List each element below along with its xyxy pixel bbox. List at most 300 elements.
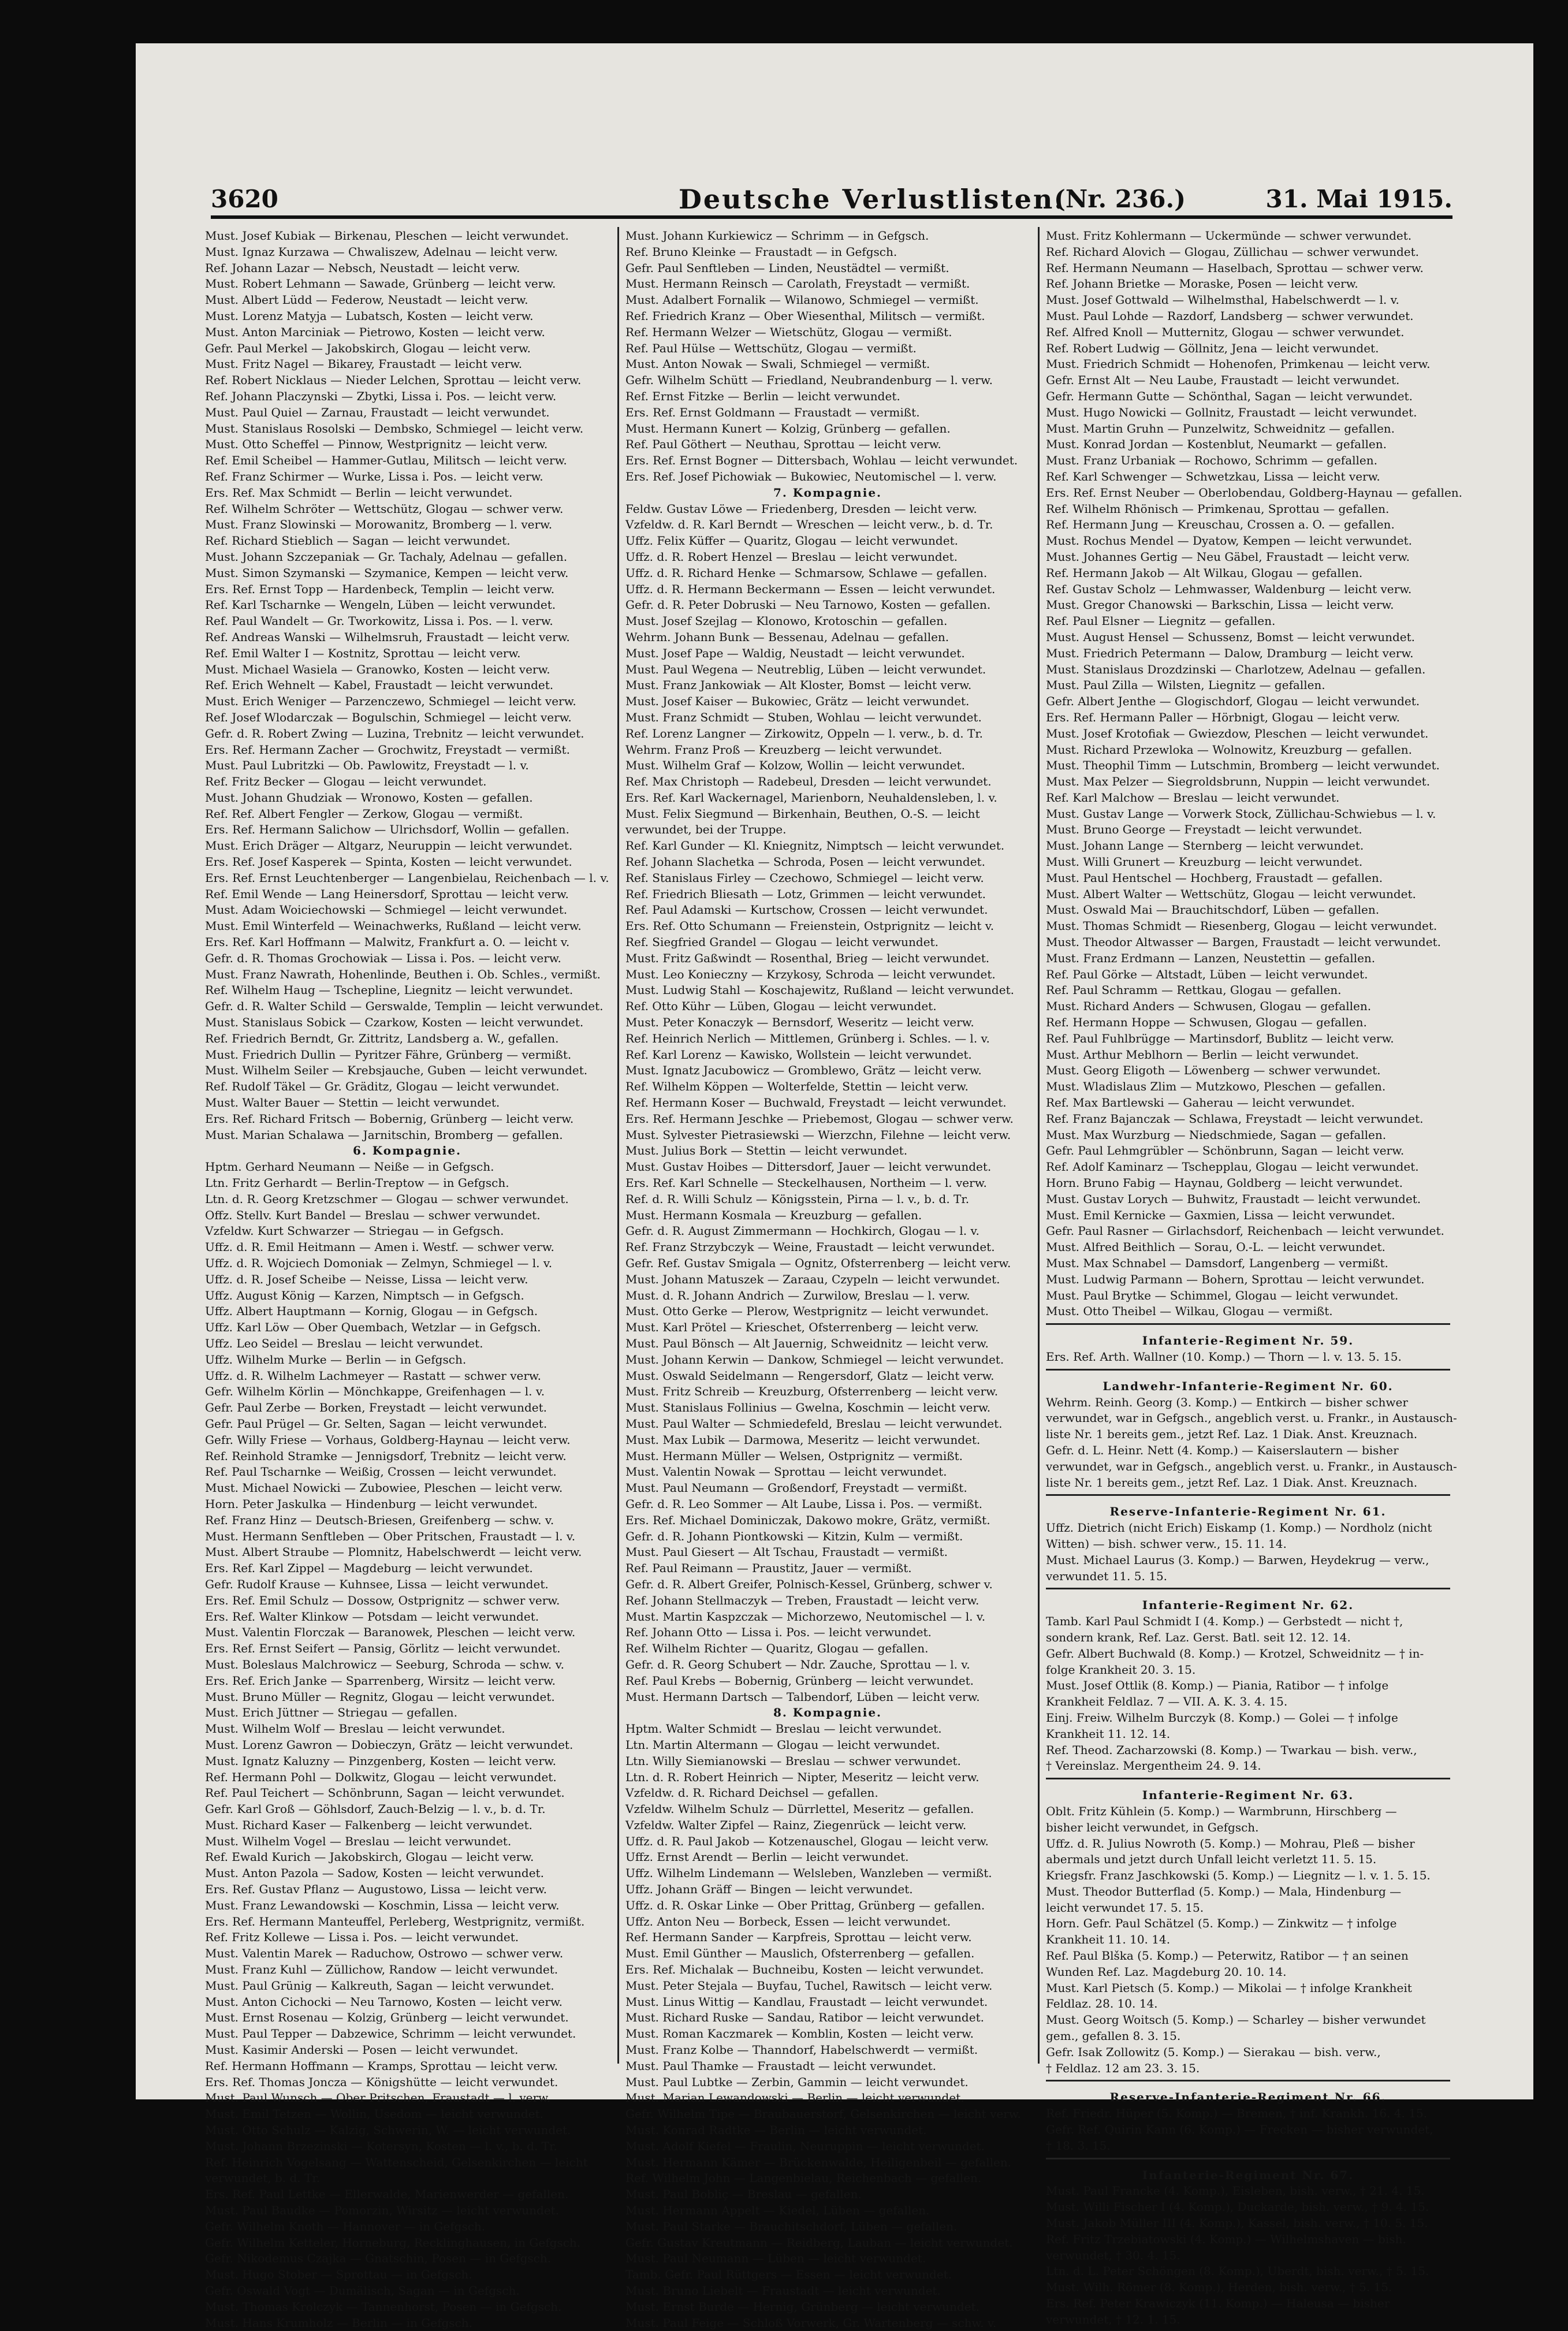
casualty-entry: Gefr. Willy Friese — Vorhaus, Goldberg-Haynau — leicht verw. bbox=[205, 1432, 571, 1447]
casualty-entry: Must. Johann Lange — Sternberg — leicht verwundet. bbox=[1046, 839, 1364, 853]
casualty-entry: Ers. Ref. Max Schmidt — Berlin — leicht verwundet. bbox=[205, 485, 513, 500]
casualty-entry: Ref. Hermann Welzer — Wietschütz, Glogau — vermißt. bbox=[625, 325, 952, 339]
casualty-entry: Must. Otto Schulz — Kalzig, Schwerin, W. — leicht verwundet. bbox=[205, 2123, 571, 2138]
casualty-entry: Must. Johann Kerwin — Dankow, Schmiegel — leicht verwundet. bbox=[625, 1352, 1004, 1366]
casualty-entry: Krankheit 11. 12. 14. bbox=[1046, 1726, 1171, 1741]
casualty-entry: Ref. Paul Krebs — Bobernig, Grünberg — leicht verwundet. bbox=[625, 1673, 974, 1688]
casualty-entry: Must. Bruno George — Freystadt — leicht verwundet. bbox=[1046, 822, 1362, 837]
casualty-entry: Must. Richard Kaser — Falkenberg — leicht verwundet. bbox=[205, 1818, 532, 1832]
casualty-entry: Gefr. Wilhelm Tipe — Braubauerstorf, Gelsenkirchen — leicht verw. bbox=[625, 2107, 1021, 2121]
casualty-entry: Ers. Ref. Ernst Topp — Hardenbeck, Templin — leicht verw. bbox=[205, 582, 555, 596]
casualty-entry: Must. Franz Jankowiak — Alt Kloster, Bomst — leicht verw. bbox=[625, 678, 972, 692]
casualty-entry: Must. Wilhelm Seiler — Krebsjauche, Guben — leicht verwundet. bbox=[205, 1063, 588, 1078]
casualty-entry: Must. Franz Urbaniak — Rochowo, Schrimm — gefallen. bbox=[1046, 453, 1378, 468]
section-rule bbox=[1046, 2158, 1450, 2168]
casualty-entry: Ref. Ewald Kurich — Jakobskirch, Glogau — leicht verw. bbox=[205, 1850, 534, 1864]
section-rule bbox=[1046, 1494, 1450, 1504]
casualty-entry: Ltn. Martin Altermann — Glogau — leicht verwundet. bbox=[625, 1737, 940, 1752]
casualty-entry: Offz. Stellv. Kurt Bandel — Breslau — schwer verwundet. bbox=[205, 1208, 541, 1222]
casualty-entry: verwundet, war in Gefgsch., angeblich verst. u. Frankr., in Austausch- bbox=[1046, 1411, 1457, 1425]
casualty-entry: Uffz. d. R. Wilhelm Lachmeyer — Rastatt — schwer verw. bbox=[205, 1368, 542, 1383]
casualty-entry: Vzfeldw. d. R. Karl Berndt — Wreschen — leicht verw., b. d. Tr. bbox=[625, 517, 993, 532]
casualty-entry: † 18. 3. 15. bbox=[1046, 2138, 1111, 2153]
casualty-entry: Must. Alfred Beithlich — Sorau, O.-L. — leicht verwundet. bbox=[1046, 1240, 1385, 1254]
casualty-entry: Must. Erich Weniger — Parzenczewo, Schmiegel — leicht verw. bbox=[205, 694, 576, 709]
casualty-entry: Ers. Ref. Ernst Bogner — Dittersbach, Wohlau — leicht verwundet. bbox=[625, 453, 1018, 468]
casualty-entry: Must. Paul Baudke — Pomorzin, Wirsitz — leicht verwundet. bbox=[205, 2203, 560, 2218]
casualty-entry: † Feldlaz. 12 am 23. 3. 15. bbox=[1046, 2061, 1200, 2075]
casualty-entry: Ref. Adolf Kaminarz — Tschepplau, Glogau — leicht verwundet. bbox=[1046, 1160, 1419, 1174]
casualty-entry: Must. Felix Siegmund — Birkenhain, Beuthen, O.-S. — leicht bbox=[625, 806, 980, 821]
page-header bbox=[211, 179, 1452, 219]
casualty-entry: Ltn. Willy Siemianowski — Breslau — schwer verwundet. bbox=[625, 1753, 961, 1768]
casualty-entry: Must. Paul Quiel — Zarnau, Fraustadt — leicht verwundet. bbox=[205, 405, 550, 419]
casualty-entry: Must. Adam Woiciechowski — Schmiegel — leicht verwundet. bbox=[205, 903, 568, 917]
casualty-entry: Must. d. R. Johann Andrich — Zurwilow, Breslau — l. verw. bbox=[625, 1288, 970, 1302]
casualty-entry: Ref. Alfred Knoll — Mutternitz, Glogau — schwer verwundet. bbox=[1046, 325, 1405, 339]
casualty-entry: Must. Emil Tetzen — Wollin, Usedom — leicht verwundet. bbox=[205, 2107, 543, 2121]
section-rule bbox=[1046, 2080, 1450, 2090]
casualty-entry: Gefr. d. R. August Zimmermann — Hochkirch, Glogau — l. v. bbox=[625, 1224, 979, 1238]
casualty-entry: Ers. Ref. Hermann Manteuffel, Perleberg, Westprignitz, vermißt. bbox=[205, 1914, 585, 1928]
casualty-entry: Must. Gustav Lange — Vorwerk Stock, Züllichau-Schwiebus — l. v. bbox=[1046, 806, 1436, 821]
casualty-entry: Gefr. d. R. Leo Sommer — Alt Laube, Lissa i. Pos. — vermißt. bbox=[625, 1496, 982, 1511]
casualty-entry: Ref. Paul Tscharnke — Weißig, Crossen — leicht verwundet. bbox=[205, 1465, 557, 1479]
section-heading: Landwehr-Infanterie-Regiment Nr. 60. bbox=[1103, 1379, 1394, 1393]
casualty-entry: Must. Rochus Mendel — Dyatow, Kempen — leicht verwundet. bbox=[1046, 534, 1412, 548]
section-rule bbox=[1046, 1588, 1450, 1598]
casualty-entry: Gefr. Wilhelm Knoth — Hannover — in Gefgsch. bbox=[205, 2219, 486, 2233]
casualty-entry: Ref. Paul Blška (5. Komp.) — Peterwitz, Ratibor — † an seinen bbox=[1046, 1949, 1409, 1963]
casualty-entry: Ref. Johann Lazar — Nebsch, Neustadt — leicht verw. bbox=[205, 260, 520, 275]
casualty-entry: Must. Friedrich Schmidt — Hohenofen, Primkenau — leicht verw. bbox=[1046, 357, 1431, 371]
column-divider bbox=[617, 227, 619, 2064]
casualty-entry: Must. Paul Tepper — Dabzewice, Schrimm — leicht verwundet. bbox=[205, 2027, 576, 2041]
casualty-entry: Must. Josef Pape — Waldig, Neustadt — leicht verwundet. bbox=[625, 646, 965, 660]
casualty-entry: Must. Ignaz Kurzawa — Chwaliszew, Adelnau — leicht verw. bbox=[205, 244, 558, 259]
casualty-entry: Ref. Robert Nicklaus — Nieder Lelchen, Sprottau — leicht verw. bbox=[205, 373, 582, 388]
casualty-entry: verwundet, † 30. 4. 15. bbox=[1046, 2248, 1180, 2262]
casualty-entry: Gefr. Paul Senftleben — Linden, Neustädtel — vermißt. bbox=[625, 260, 949, 275]
casualty-entry: Uffz. d. R. Paul Jakob — Kotzenauschel, Glogau — leicht verw. bbox=[625, 1834, 989, 1848]
casualty-entry: Uffz. d. R. Richard Henke — Schmarsow, Schlawe — gefallen. bbox=[625, 565, 988, 580]
casualty-entry: Must. Lorenz Gawron — Dobieczyn, Grätz — leicht verwundet. bbox=[205, 1737, 573, 1752]
casualty-entry: Must. Erich Dräger — Altgarz, Neuruppin — leicht verwundet. bbox=[205, 839, 573, 853]
casualty-entry: Must. Paul Feige — Schloß Vorwerk, Gr. Wartenberg — schw. v. bbox=[625, 2315, 997, 2330]
casualty-entry: Gefr. Wilhelm Ketteler, Horneburg, Recklinghausen, in Gefgsch. bbox=[205, 2235, 581, 2250]
casualty-entry: Must. Paul Bönsch — Alt Jauernig, Schweidnitz — leicht verw. bbox=[625, 1336, 989, 1350]
casualty-entry: Must. Willi Grunert — Kreuzburg — leicht verwundet. bbox=[1046, 855, 1363, 869]
casualty-entry: Ref. Paul Reimann — Praustitz, Jauer — vermißt. bbox=[625, 1561, 912, 1576]
casualty-entry: Ref. Wilhelm Haug — Tschepline, Liegnitz — leicht verwundet. bbox=[205, 983, 573, 997]
casualty-entry: Must. Oswald Seidelmann — Rengersdorf, Glatz — leicht verw. bbox=[625, 1368, 995, 1383]
casualty-entry: Ref. Karl Malchow — Breslau — leicht verwundet. bbox=[1046, 790, 1340, 805]
casualty-entry: Must. Wilhelm Graf — Kolzow, Wollin — leicht verwundet. bbox=[625, 758, 966, 773]
casualty-entry: Must. Gustav Lorych — Buhwitz, Fraustadt — leicht verwundet. bbox=[1046, 1191, 1421, 1206]
casualty-entry: Gefr. Ref. Gustav Smigala — Ognitz, Ofsterrenberg — leicht verw. bbox=[625, 1256, 1011, 1270]
casualty-entry: Must. Otto Gerke — Plerow, Westprignitz — leicht verwundet. bbox=[625, 1304, 989, 1319]
casualty-entry: Must. Josef Kubiak — Birkenau, Pleschen — leicht verwundet. bbox=[205, 229, 569, 243]
casualty-entry: Must. Paul Grünig — Kalkreuth, Sagan — leicht verwundet. bbox=[205, 1978, 554, 1993]
casualty-entry: Ltn. d. R. Georg Kretzschmer — Glogau — schwer verwundet. bbox=[205, 1191, 569, 1206]
casualty-entry: Must. Thomas Krolczyk — Tannenhorst, Posen — in Gefgsch. bbox=[205, 2299, 562, 2314]
casualty-column-3 bbox=[1046, 228, 1463, 2326]
casualty-entry: Ref. Wilhelm Köppen — Wolterfelde, Stettin — leicht verw. bbox=[625, 1079, 969, 1094]
casualty-entry: Must. Max Wurzburg — Niedschmiede, Sagan — gefallen. bbox=[1046, 1127, 1387, 1142]
casualty-entry: verwundet 11. 5. 15. bbox=[1046, 1569, 1168, 1583]
casualty-entry: Must. Karl Pietsch (5. Komp.) — Mikolai — † infolge Krankheit bbox=[1046, 1980, 1412, 1995]
casualty-entry: Must. Adolf Kiefel — Fraulin, Neuruppin — leicht verwundet. bbox=[625, 2139, 985, 2153]
casualty-entry: Uffz. Wilhelm Murke — Berlin — in Gefgsch. bbox=[205, 1352, 467, 1366]
casualty-entry: Ers. Ref. Thomas Joncza — Königshütte — leicht verwundet. bbox=[205, 2075, 558, 2089]
casualty-entry: Ref. Richard Stieblich — Sagan — leicht verwundet. bbox=[205, 534, 511, 548]
casualty-entry: Must. Fritz Nagel — Bikarey, Fraustadt — leicht verw. bbox=[205, 357, 523, 371]
casualty-entry: Ref. Hermann Koser — Buchwald, Freystadt — leicht verwundet. bbox=[625, 1096, 1007, 1110]
casualty-entry: Ers. Ref. Hermann Jeschke — Priebemost, Glogau — schwer verw. bbox=[625, 1111, 1014, 1126]
casualty-entry: verwundet, war in Gefgsch., angeblich verst. u. Frankr., in Austausch- bbox=[1046, 1459, 1457, 1473]
casualty-entry: Must. Leo Konieczny — Krzykosy, Schroda — leicht verwundet. bbox=[625, 967, 996, 981]
casualty-entry: Must. Ernst Rosenau — Kolzig, Grünberg — leicht verwundet. bbox=[205, 2010, 569, 2025]
casualty-entry: Wehrm. Reinh. Georg (3. Komp.) — Entkirch — bisher schwer bbox=[1046, 1395, 1408, 1409]
casualty-entry: Gefr. Wilhelm Schütt — Friedland, Neubrandenburg — l. verw. bbox=[625, 373, 993, 388]
casualty-entry: Ref. Franz Hinz — Deutsch-Briesen, Greifenberg — schw. v. bbox=[205, 1513, 554, 1527]
issue-date: 31. Mai 1915. bbox=[1265, 185, 1452, 213]
casualty-entry: Ref. Karl Lorenz — Kawisko, Wollstein — leicht verwundet. bbox=[625, 1047, 972, 1062]
casualty-entry: Must. Richard Przewloka — Wolnowitz, Kreuzburg — gefallen. bbox=[1046, 742, 1412, 757]
casualty-entry: Must. Roman Kaczmarek — Komblin, Kosten — leicht verw. bbox=[625, 2027, 974, 2041]
casualty-entry: Must. Hugo Stober — Sprottau — in Gefgsch. bbox=[205, 2267, 472, 2282]
casualty-entry: Ref. Paul Fuhlbrügge — Martinsdorf, Bublitz — leicht verw. bbox=[1046, 1031, 1394, 1045]
casualty-entry: Must. Emil Kernicke — Gaxmien, Lissa — leicht verwundet. bbox=[1046, 1208, 1395, 1222]
casualty-entry: Ref. Wilhelm John — Langenbielau, Reichenbach — gefallen. bbox=[625, 2171, 982, 2185]
casualty-entry: bisher leicht verwundet, in Gefgsch. bbox=[1046, 1820, 1259, 1834]
casualty-entry: Uffz. Leo Seidel — Breslau — leicht verwundet. bbox=[205, 1336, 483, 1350]
casualty-entry: Must. Johann Szczepaniak — Gr. Tachaly, Adelnau — gefallen. bbox=[205, 549, 568, 564]
casualty-entry: Must. Arthur Meblhorn — Berlin — leicht verwundet. bbox=[1046, 1047, 1359, 1062]
casualty-entry: Must. Hermann Kosmala — Kreuzburg — gefallen. bbox=[625, 1208, 922, 1222]
casualty-entry: Must. Marian Schalawa — Jarnitschin, Bromberg — gefallen. bbox=[205, 1127, 563, 1142]
casualty-entry: Ref. Paul Schramm — Rettkau, Glogau — gefallen. bbox=[1046, 983, 1342, 997]
casualty-entry: Ers. Ref. Otto Schumann — Freienstein, Ostprignitz — leicht v. bbox=[625, 919, 995, 933]
casualty-entry: Must. Johann Kurkiewicz — Schrimm — in Gefgsch. bbox=[625, 229, 929, 243]
casualty-entry: Must. Theophil Timm — Lutschmin, Bromberg — leicht verwundet. bbox=[1046, 758, 1440, 773]
casualty-entry: Must. Hans Krumholz — Berlin — in Gefgsch. bbox=[205, 2315, 472, 2330]
casualty-entry: Must. Ludwig Parmann — Bohern, Sprottau — leicht verwundet. bbox=[1046, 1272, 1425, 1286]
casualty-entry: Must. Hermann Kämer — Brückenwalde, Heiligenbeil — gefallen. bbox=[625, 2155, 1012, 2169]
casualty-entry: Uffz. d. R. Emil Heitmann — Amen i. Westf. — schwer verw. bbox=[205, 1240, 554, 1254]
casualty-entry: Must. Max Pelzer — Siegroldsbrunn, Nuppin — leicht verwundet. bbox=[1046, 774, 1431, 789]
casualty-entry: Ref. Ernst Fitzke — Berlin — leicht verwundet. bbox=[625, 389, 900, 403]
casualty-entry: Ref. Paul Adamski — Kurtschow, Crossen — leicht verwundet. bbox=[625, 903, 988, 917]
casualty-entry: Ref. Franz Schirmer — Wurke, Lissa i. Pos. — leicht verw. bbox=[205, 469, 543, 483]
casualty-entry: Ers. Ref. Arth. Wallner (10. Komp.) — Thorn — l. v. 13. 5. 15. bbox=[1046, 1349, 1402, 1364]
casualty-entry: Must. Jakob Müller III (4. Komp.), Kassel, bish. verw., † 10. 5. 15. bbox=[1046, 2216, 1428, 2231]
page-number: 3620 bbox=[211, 185, 278, 213]
casualty-entry: Uffz. d. R. Wojciech Domoniak — Zelmyn, Schmiegel — l. v. bbox=[205, 1256, 553, 1270]
casualty-entry: Ref. Richard Alovich — Glogau, Züllichau — schwer verwundet. bbox=[1046, 244, 1419, 259]
casualty-entry: Must. Josef Ottlik (8. Komp.) — Piania, Ratibor — † infolge bbox=[1046, 1678, 1389, 1693]
casualty-entry: Must. Max Schnabel — Damsdorf, Langenberg — vermißt. bbox=[1046, 1256, 1388, 1270]
casualty-entry: Ers. Ref. Hermann Zacher — Grochwitz, Freystadt — vermißt. bbox=[205, 742, 570, 757]
casualty-entry: Horn. Bruno Fabig — Haynau, Goldberg — leicht verwundet. bbox=[1046, 1176, 1403, 1190]
casualty-entry: Ref. Fritz Becker — Glogau — leicht verwundet. bbox=[205, 774, 487, 789]
casualty-entry: Wunden Ref. Laz. Magdeburg 20. 10. 14. bbox=[1046, 1964, 1287, 1979]
casualty-entry: Must. Peter Konaczyk — Bernsdorf, Weseritz — leicht verw. bbox=[625, 1015, 974, 1030]
casualty-entry: Must. Friedrich Petermann — Dalow, Dramburg — leicht verw. bbox=[1046, 646, 1414, 660]
casualty-entry: Uffz. d. R. Josef Scheibe — Neisse, Lissa — leicht verw. bbox=[205, 1272, 528, 1286]
casualty-entry: Gefr. d. R. Robert Zwing — Luzina, Trebnitz — leicht verwundet. bbox=[205, 726, 584, 740]
section-heading: 8. Kompagnie. bbox=[773, 1706, 882, 1720]
casualty-entry: Gefr. Isak Zollowitz (5. Komp.) — Sierakau — bish. verw., bbox=[1046, 2045, 1381, 2059]
casualty-entry: Uffz. Albert Hauptmann — Kornig, Glogau — in Gefgsch. bbox=[205, 1304, 538, 1319]
casualty-entry: Must. Paul Lohde — Razdorf, Landsberg — schwer verwundet. bbox=[1046, 308, 1414, 323]
casualty-entry: Must. Anton Pazola — Sadow, Kosten — leicht verwundet. bbox=[205, 1866, 544, 1881]
casualty-entry: Must. Albert Walter — Wettschütz, Glogau — leicht verwundet. bbox=[1046, 887, 1416, 901]
section-heading: Infanterie-Regiment Nr. 59. bbox=[1142, 1334, 1354, 1348]
casualty-entry: Gefr. Karl Groß — Göhlsdorf, Zauch-Belzig — l. v., b. d. Tr. bbox=[205, 1802, 546, 1816]
casualty-entry: Must. Stanislaus Follinius — Gwelna, Koschmin — leicht verw. bbox=[625, 1401, 991, 1415]
casualty-entry: Tamb. Karl Paul Schmidt I (4. Komp.) — Gerbstedt — nicht †, bbox=[1046, 1614, 1403, 1629]
casualty-entry: Must. Hermann Dartsch — Talbendorf, Lüben — leicht verw. bbox=[625, 1689, 980, 1704]
casualty-entry: Ref. Paul Elsner — Liegnitz — gefallen. bbox=[1046, 614, 1276, 628]
casualty-entry: Must. Ludwig Stahl — Koschajewitz, Rußland — leicht verwundet. bbox=[625, 983, 1014, 997]
casualty-entry: Horn. Gefr. Paul Schätzel (5. Komp.) — Zinkwitz — † infolge bbox=[1046, 1916, 1397, 1931]
casualty-entry: Vzfeldw. Kurt Schwarzer — Striegau — in Gefgsch. bbox=[205, 1224, 504, 1238]
casualty-entry: Vzfeldw. Walter Zipfel — Rainz, Ziegenrück — leicht verw. bbox=[625, 1818, 967, 1832]
casualty-entry: Feldw. Gustav Löwe — Friedenberg, Dresden — leicht verw. bbox=[625, 501, 977, 516]
casualty-entry: Ref. d. R. Willi Schulz — Königsstein, Pirna — l. v., b. d. Tr. bbox=[625, 1191, 970, 1206]
casualty-entry: Must. Gregor Chanowski — Barkschin, Lissa — leicht verw. bbox=[1046, 598, 1394, 612]
casualty-entry: Ref. Bruno Kleinke — Fraustadt — in Gefgsch. bbox=[625, 244, 897, 259]
casualty-entry: Ers. Ref. Emil Schulz — Dossow, Ostprignitz — schwer verw. bbox=[205, 1593, 560, 1607]
casualty-entry: Vzfeldw. Wilhelm Schulz — Dürrlettel, Meseritz — gefallen. bbox=[625, 1802, 974, 1816]
casualty-entry: Must. Karl Prötel — Krieschet, Ofsterrenberg — leicht verw. bbox=[625, 1320, 979, 1335]
casualty-entry: Ref. Paul Teichert — Schönbrunn, Sagan — leicht verwundet. bbox=[205, 1786, 565, 1800]
casualty-entry: Krankheit 11. 10. 14. bbox=[1046, 1932, 1171, 1947]
casualty-entry: verwundet, † 12. 1. 15. bbox=[1046, 2312, 1180, 2326]
casualty-entry: Must. Johann Brzezinski — Kotersyn, Kosten — l. v., b. d. Tr. bbox=[205, 2139, 557, 2153]
casualty-entry: Uffz. Dietrich (nicht Erich) Eiskamp (1. Komp.) — Nordholz (nicht bbox=[1046, 1521, 1432, 1535]
casualty-entry: Must. Martin Kaspzczak — Michorzewo, Neutomischel — l. v. bbox=[625, 1609, 986, 1623]
casualty-entry: Ref. Fritz Trzebiatowski (4. Komp.) — Wilhelmshaven — bish. bbox=[1046, 2232, 1406, 2246]
casualty-entry: Must. Johannes Gertig — Neu Gäbel, Fraustadt — leicht verw. bbox=[1046, 549, 1410, 564]
casualty-entry: Uffz. Wilhelm Lindemann — Welsleben, Wanzleben — vermißt. bbox=[625, 1866, 992, 1881]
casualty-entry: Wehrm. Franz Proß — Kreuzberg — leicht verwundet. bbox=[625, 742, 943, 757]
newspaper-page bbox=[136, 43, 1533, 2330]
casualty-entry: Must. Bruno Müller — Regnitz, Glogau — leicht verwundet. bbox=[205, 1689, 555, 1704]
casualty-entry: Must. Robert Lehmann — Sawade, Grünberg — leicht verw. bbox=[205, 277, 556, 291]
casualty-entry: Ref. Emil Wende — Lang Heinersdorf, Sprottau — leicht verw. bbox=[205, 887, 569, 901]
casualty-entry: Ref. Karl Tscharnke — Wengeln, Lüben — leicht verwundet. bbox=[205, 598, 556, 612]
casualty-entry: Ers. Ref. Ernst Goldmann — Fraustadt — vermißt. bbox=[625, 405, 920, 419]
casualty-entry: Gefr. Paul Lehmgrübler — Schönbrunn, Sagan — leicht verw. bbox=[1046, 1144, 1405, 1158]
casualty-entry: Must. Emil Winterfeld — Weinachwerks, Rußland — leicht verw. bbox=[205, 919, 582, 933]
casualty-entry: Ref. Hermann Hoffmann — Kramps, Sprottau — leicht verw. bbox=[205, 2058, 558, 2073]
casualty-entry: Ref. Paul Göthert — Neuthau, Sprottau — leicht verw. bbox=[625, 437, 941, 452]
casualty-entry: Ref. Rudolf Täkel — Gr. Gräditz, Glogau — leicht verwundet. bbox=[205, 1079, 560, 1094]
casualty-entry: Must. Wilh. Römer (8. Komp.), Herden, bish. verw., † 5. 15. bbox=[1046, 2280, 1392, 2295]
casualty-entry: Must. Oswald Mai — Brauchitschdorf, Lüben — gefallen. bbox=[1046, 903, 1380, 917]
casualty-entry: Ref. Hermann Jung — Kreuschau, Crossen a. O. — gefallen. bbox=[1046, 517, 1395, 532]
casualty-entry: Must. Franz Schmidt — Stuben, Wohlau — leicht verwundet. bbox=[625, 710, 982, 724]
section-rule bbox=[1046, 1323, 1450, 1333]
header-rule bbox=[211, 215, 1452, 219]
casualty-entry: Einj. Freiw. Wilhelm Burczyk (8. Komp.) — Golei — † infolge bbox=[1046, 1710, 1398, 1725]
casualty-entry: Ers. Ref. Josef Pichowiak — Bukowiec, Neutomischel — l. verw. bbox=[625, 469, 997, 483]
casualty-entry: Must. Hermann Reinsch — Carolath, Freystadt — vermißt. bbox=[625, 277, 970, 291]
casualty-entry: Must. Michael Nowicki — Zubowiee, Pleschen — leicht verw. bbox=[205, 1481, 563, 1495]
casualty-column-2 bbox=[625, 228, 1030, 2330]
casualty-entry: Ref. Theod. Zacharzowski (8. Komp.) — Twarkau — bish. verw., bbox=[1046, 1742, 1417, 1757]
casualty-entry: Uffz. August König — Karzen, Nimptsch — in Gefgsch. bbox=[205, 1288, 524, 1302]
casualty-entry: Ref. Stanislaus Firley — Czechowo, Schmiegel — leicht verw. bbox=[625, 870, 984, 885]
casualty-entry: Must. Hugo Nowicki — Gollnitz, Fraustadt — leicht verwundet. bbox=[1046, 405, 1417, 419]
casualty-entry: Ltn. d. R. Robert Heinrich — Nipter, Meseritz — leicht verw. bbox=[625, 1770, 979, 1784]
casualty-entry: Gefr. Rudolf Krause — Kuhnsee, Lissa — leicht verwundet. bbox=[205, 1577, 549, 1591]
casualty-entry: Must. Franz Kuhl — Züllichow, Randow — leicht verwundet. bbox=[205, 1963, 558, 1977]
section-heading: Reserve-Infanterie-Regiment Nr. 66. bbox=[1109, 2090, 1387, 2105]
casualty-entry: Tamb. Gefr. Paul Rüttgers — Essen — leicht verwundet. bbox=[625, 2267, 952, 2282]
casualty-entry: Ref. Karl Schwenger — Schwetzkau, Lissa — leicht verw. bbox=[1046, 469, 1380, 483]
casualty-entry: Uffz. d. R. Oskar Linke — Ober Prittag, Grünberg — gefallen. bbox=[625, 1898, 985, 1912]
casualty-entry: Must. Willi Fischer I (4. Komp.), Duckarde, bish. verw., † 9. 4. 15. bbox=[1046, 2200, 1429, 2214]
casualty-entry: Ref. Johann Stellmaczyk — Treben, Fraustadt — leicht verw. bbox=[625, 1593, 979, 1607]
casualty-entry: Must. Lorenz Matyja — Lubatsch, Kosten — leicht verw. bbox=[205, 308, 534, 323]
casualty-entry: Ref. Johann Otto — Lissa i. Pos. — leicht verwundet. bbox=[625, 1625, 932, 1640]
casualty-entry: Ref. Heinrich Vogelsang — Wattenscheid, Gelsenkirchen — leicht bbox=[205, 2155, 588, 2169]
casualty-entry: Must. Albert Straube — Plomnitz, Habelschwerdt — leicht verw. bbox=[205, 1545, 582, 1559]
casualty-entry: Must. Paul Neumann — Großendorf, Freystadt — vermißt. bbox=[625, 1481, 967, 1495]
casualty-entry: Gefr. Hermann Gutte — Schönthal, Sagan — leicht verwundet. bbox=[1046, 389, 1413, 403]
casualty-entry: Ers. Ref. Michalak — Buchneibu, Kosten — leicht verwundet. bbox=[625, 1963, 984, 1977]
casualty-entry: Ref. Hermann Jakob — Alt Wilkau, Glogau — gefallen. bbox=[1046, 565, 1363, 580]
casualty-entry: Must. Fritz Kohlermann — Uckermünde — schwer verwundet. bbox=[1046, 229, 1412, 243]
casualty-entry: Must. Stanislaus Drozdzinski — Charlotzew, Adelnau — gefallen. bbox=[1046, 662, 1426, 676]
casualty-entry: Must. Paul Zilla — Wilsten, Liegnitz — gefallen. bbox=[1046, 678, 1325, 692]
casualty-entry: Gefr. Paul Merkel — Jakobskirch, Glogau — leicht verw. bbox=[205, 341, 531, 355]
casualty-entry: Ers. Ref. Gustav Pflanz — Augustowo, Lissa — leicht verw. bbox=[205, 1882, 548, 1897]
section-heading: 7. Kompagnie. bbox=[773, 485, 882, 500]
section-heading: Infanterie-Regiment Nr. 67. bbox=[1142, 2168, 1354, 2182]
casualty-entry: Must. Josef Gottwald — Wilhelmsthal, Habelschwerdt — l. v. bbox=[1046, 293, 1399, 307]
casualty-entry: Must. Hermann Senftleben — Ober Pritschen, Fraustadt — l. v. bbox=[205, 1529, 576, 1543]
casualty-entry: Must. Wilhelm Vogel — Breslau — leicht verwundet. bbox=[205, 1834, 512, 1848]
casualty-entry: Must. Sylvester Pietrasiewski — Wierzchn, Filehne — leicht verw. bbox=[625, 1127, 1011, 1142]
issue-number: (Nr. 236.) bbox=[1054, 185, 1186, 213]
casualty-entry: Must. Anton Cichocki — Neu Tarnowo, Kosten — leicht verw. bbox=[205, 1994, 563, 2009]
casualty-entry: Uffz. d. R. Hermann Beckermann — Essen — leicht verwundet. bbox=[625, 582, 996, 596]
casualty-entry: Ref. Johann Placzynski — Zbytki, Lissa i. Pos. — leicht verw. bbox=[205, 389, 557, 403]
casualty-entry: Must. Josef Krotofiak — Gwiezdow, Pleschen — leicht verwundet. bbox=[1046, 726, 1429, 740]
casualty-entry: Must. Erich Jüttner — Striegau — gefallen. bbox=[205, 1706, 458, 1720]
casualty-entry: Must. Michael Laurus (3. Komp.) — Barwen, Heydekrug — verw., bbox=[1046, 1552, 1429, 1567]
casualty-entry: liste Nr. 1 bereits gem., jetzt Ref. Laz. 1 Diak. Anst. Kreuznach. bbox=[1046, 1475, 1418, 1490]
casualty-entry: Must. Franz Nawrath, Hohenlinde, Beuthen i. Ob. Schles., vermißt. bbox=[205, 967, 601, 981]
casualty-entry: Must. Franz Lewandowski — Koschmin, Lissa — leicht verw. bbox=[205, 1898, 560, 1912]
section-rule bbox=[1046, 1369, 1450, 1379]
casualty-entry: Ref. Paul Hülse — Wettschütz, Glogau — vermißt. bbox=[625, 341, 917, 355]
casualty-entry: Ref. Josef Wlodarczak — Bogulschin, Schmiegel — leicht verw. bbox=[205, 710, 572, 724]
casualty-entry: Gefr. Albert Buchwald (8. Komp.) — Krotzel, Schweidnitz — † in- bbox=[1046, 1646, 1424, 1660]
casualty-entry: Ref. Friedrich Bliesath — Lotz, Grimmen — leicht verwundet. bbox=[625, 887, 986, 901]
casualty-entry: verwundet, bei der Truppe. bbox=[625, 822, 787, 837]
casualty-entry: sondern krank, Ref. Laz. Gerst. Batl. seit 12. 12. 14. bbox=[1046, 1630, 1351, 1644]
casualty-entry: Must. Josef Szejlag — Klonowo, Krotoschin — gefallen. bbox=[625, 614, 948, 628]
casualty-entry: Ref. Hermann Neumann — Haselbach, Sprottau — schwer verw. bbox=[1046, 260, 1424, 275]
casualty-entry: † Vereinslaz. Mergentheim 24. 9. 14. bbox=[1046, 1759, 1261, 1773]
casualty-entry: Must. Linus Wittig — Kandlau, Fraustadt — leicht verwundet. bbox=[625, 1994, 988, 2009]
casualty-entry: Ref. Emil Scheibel — Hammer-Gutlau, Militsch — leicht verw. bbox=[205, 453, 567, 468]
casualty-entry: Must. Hermann Kunert — Kolzig, Grünberg — gefallen. bbox=[625, 421, 951, 435]
casualty-entry: Must. Paul Wegena — Neutreblig, Lüben — leicht verwundet. bbox=[625, 662, 986, 676]
casualty-entry: Gefr. d. R. Walter Schild — Gerswalde, Templin — leicht verwundet. bbox=[205, 999, 604, 1014]
casualty-entry: Must. Stanislaus Rosolski — Dembsko, Schmiegel — leicht verw. bbox=[205, 421, 584, 435]
casualty-entry: Vzfeldw. d. R. Richard Deichsel — gefallen. bbox=[625, 1786, 878, 1800]
casualty-entry: Must. Marian Lewandowski — Berlin — leicht verwundet. bbox=[625, 2091, 964, 2105]
casualty-entry: leicht verwundet 17. 5. 15. bbox=[1046, 1900, 1204, 1915]
casualty-entry: Must. Franz Erdmann — Lanzen, Neustettin — gefallen. bbox=[1046, 951, 1376, 965]
casualty-entry: Ers. Ref. Ernst Seifert — Pansig, Görlitz — leicht verwundet. bbox=[205, 1641, 561, 1656]
casualty-entry: Must. Paul Brytke — Schimmel, Glogau — leicht verwundet. bbox=[1046, 1288, 1399, 1302]
casualty-entry: Gefr. Paul Prügel — Gr. Selten, Sagan — leicht verwundet. bbox=[205, 1416, 548, 1431]
casualty-entry: Must. Wilhelm Wolf — Breslau — leicht verwundet. bbox=[205, 1722, 505, 1736]
casualty-entry: Ref. Friedrich Berndt, Gr. Zittritz, Landsberg a. W., gefallen. bbox=[205, 1031, 559, 1045]
casualty-entry: Ref. Emil Walter I — Kostnitz, Sprottau — leicht verw. bbox=[205, 646, 521, 660]
casualty-entry: Must. Wladislaus Zlim — Mutzkowo, Pleschen — gefallen. bbox=[1046, 1079, 1386, 1094]
casualty-entry: Hptm. Walter Schmidt — Breslau — leicht verwundet. bbox=[625, 1722, 942, 1736]
casualty-entry: Must. Anton Marciniak — Pietrowo, Kosten — leicht verw. bbox=[205, 325, 545, 339]
casualty-entry: Ref. Hermann Sander — Karpfreis, Sprottau — leicht verw. bbox=[625, 1930, 972, 1945]
casualty-entry: Ref. Friedr. Hüper (5. Komp.) — Bremen, † inf. Krankh. 16. 4. 15. bbox=[1046, 2106, 1428, 2121]
casualty-entry: Must. Theodor Butterflad (5. Komp.) — Mala, Hindenburg — bbox=[1046, 1884, 1402, 1898]
casualty-entry: Ref. Friedrich Kranz — Ober Wiesenthal, Militsch — vermißt. bbox=[625, 308, 985, 323]
casualty-entry: Gefr. d. R. Peter Dobruski — Neu Tarnowo, Kosten — gefallen. bbox=[625, 598, 991, 612]
casualty-entry: Must. Hermann Müller — Welsen, Ostprignitz — vermißt. bbox=[625, 1449, 963, 1463]
casualty-entry: Horn. Peter Jaskulka — Hindenburg — leicht verwundet. bbox=[205, 1496, 538, 1511]
casualty-entry: Must. Paul Lubtke — Zerbin, Gammin — leicht verwundet. bbox=[625, 2075, 969, 2089]
casualty-entry: Must. Peter Stejala — Buyfau, Tuchel, Rawitsch — leicht verw. bbox=[625, 1978, 993, 1993]
casualty-entry: Must. Franz Slowinski — Morowanitz, Bromberg — l. verw. bbox=[205, 517, 553, 532]
casualty-entry: Ref. Gustav Scholz — Lehmwasser, Waldenburg — leicht verw. bbox=[1046, 582, 1412, 596]
casualty-entry: Gefr. d. R. Thomas Grochowiak — Lissa i. Pos. — leicht verw. bbox=[205, 951, 561, 965]
casualty-entry: Gefr. Oswald Vogt — Dumälisch, Sagan — in Gefgsch. bbox=[205, 2284, 520, 2298]
casualty-entry: Ltn. d. L. Peter Schöngen (8. Komp.), Uberdt, bish. verw., † 5. 15. bbox=[1046, 2264, 1429, 2278]
casualty-entry: Must. Paul Wunsch — Ober Pritschen, Fraustadt — l. verw. bbox=[205, 2091, 551, 2105]
casualty-entry: Krankheit Feldlaz. 7 — VII. A. K. 3. 4. 15. bbox=[1046, 1695, 1288, 1709]
casualty-entry: Must. Ignatz Jacubowicz — Gromblewo, Grätz — leicht verw. bbox=[625, 1063, 982, 1078]
casualty-entry: Ref. Karl Gunder — Kl. Kniegnitz, Nimptsch — leicht verwundet. bbox=[625, 839, 1005, 853]
casualty-entry: abermals und jetzt durch Unfall leicht verletzt 11. 5. 15. bbox=[1046, 1852, 1377, 1867]
casualty-entry: Ers. Ref. Karl Zippel — Magdeburg — leicht verwundet. bbox=[205, 1561, 533, 1576]
casualty-entry: Must. Paul Francke (4. Komp.), Eisleben, bish. verw., † 21. 4. 15. bbox=[1046, 2184, 1425, 2198]
casualty-entry: Ers. Ref. Paul Lettke — Ellerwalde, Marienwerder — gefallen. bbox=[205, 2187, 569, 2202]
casualty-entry: Ref. Hermann Pohl — Dolkwitz, Glogau — leicht verwundet. bbox=[205, 1770, 557, 1784]
casualty-entry: Uffz. d. R. Robert Henzel — Breslau — leicht verwundet. bbox=[625, 549, 958, 564]
casualty-entry: Ref. Paul Wandelt — Gr. Tworkowitz, Lissa i. Pos. — l. verw. bbox=[205, 614, 553, 628]
casualty-entry: Must. Paul Walter — Schmiedefeld, Breslau — leicht verwundet. bbox=[625, 1416, 1003, 1431]
section-rule bbox=[1046, 1778, 1450, 1788]
casualty-entry: Uffz. Karl Löw — Ober Quembach, Wetzlar — in Gefgsch. bbox=[205, 1320, 541, 1335]
casualty-entry: Ref. Johann Slachetka — Schroda, Posen — leicht verwundet. bbox=[625, 855, 985, 869]
casualty-entry: Ref. Reinhold Stramke — Jennigsdorf, Trebnitz — leicht verw. bbox=[205, 1449, 567, 1463]
casualty-entry: Gefr. d. R. Albert Greifer, Polnisch-Kessel, Grünberg, schwer v. bbox=[625, 1577, 993, 1591]
casualty-entry: Ref. Wilhelm Schröter — Wettschütz, Glogau — schwer verw. bbox=[205, 501, 564, 516]
casualty-entry: Ref. Franz Strzybczyk — Weine, Fraustadt — leicht verwundet. bbox=[625, 1240, 995, 1254]
casualty-entry: liste Nr. 1 bereits gem., jetzt Ref. Laz. 1 Diak. Anst. Kreuznach. bbox=[1046, 1427, 1418, 1442]
section-heading: Infanterie-Regiment Nr. 62. bbox=[1142, 1598, 1354, 1613]
casualty-entry: Gefr. Paul Rasner — Girlachsdorf, Reichenbach — leicht verwundet. bbox=[1046, 1224, 1444, 1238]
casualty-entry: Must. Otto Theibel — Wilkau, Glogau — vermißt. bbox=[1046, 1304, 1333, 1319]
